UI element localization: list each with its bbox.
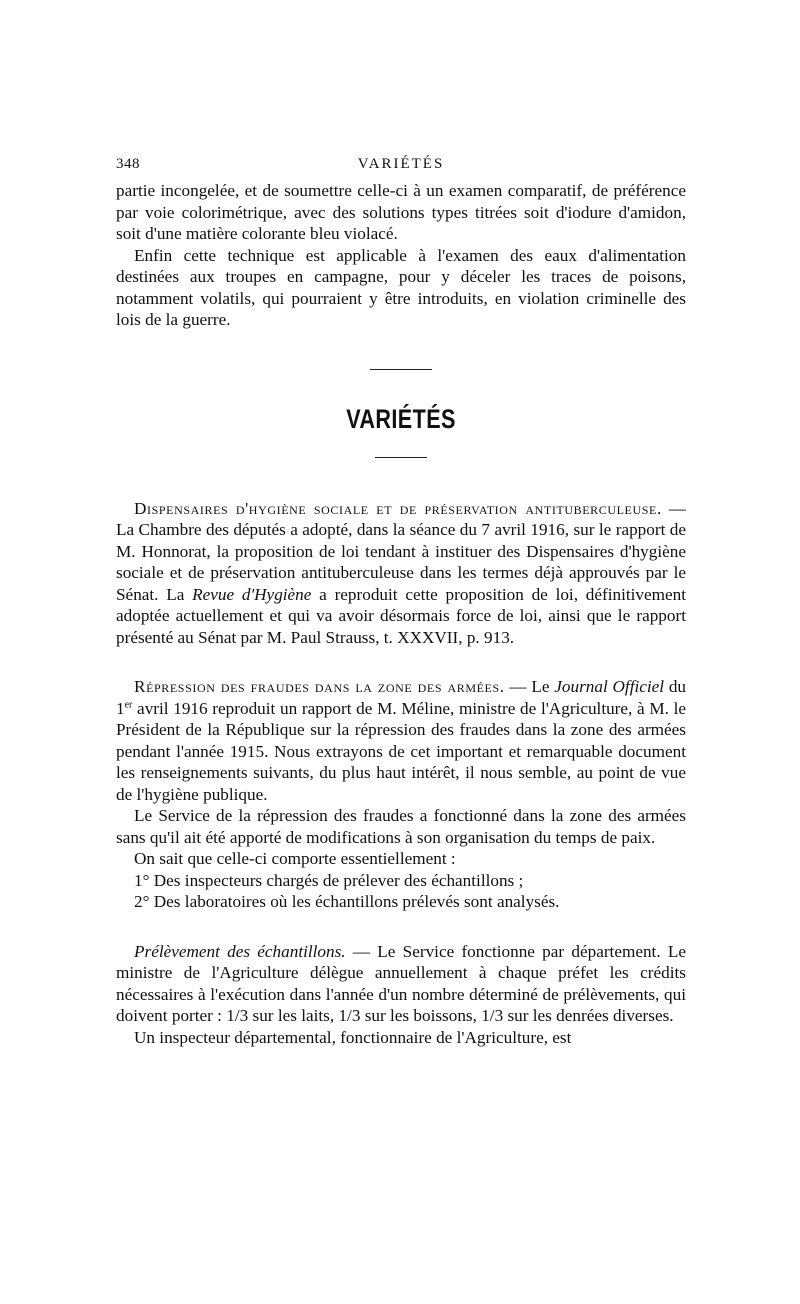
article-dispensaires-heading: Dispensaires d'hygiène sociale et de préservation antituberculeuse. [134,498,662,518]
article-repression-text-b: du 1 [116,677,687,718]
article-repression-text-c: avril 1916 reproduit un rapport de M. Méline, ministre de l'Agriculture, à M. le Président de la République sur la répression des fraudes dans la zone des armées pendant l'année 1915. Nous extrayons de cet important et remarquable document les renseignements suivants, du plus haut intérêt, il nous semble, au point de vue de l'hygiène publique. [116,698,686,804]
article-repression-fraudes [116,676,686,913]
page-number: 348 [116,156,140,172]
journal-officiel-title: Journal Officiel [554,677,665,696]
article-repression-text-a: — Le [504,677,555,696]
section-divider-top [370,369,432,370]
list-item-laboratoires: 2° Des laboratoires où les échantillons prélevés sont analysés. [134,892,560,911]
revue-hygiene-title: Revue d'Hygiène [192,584,312,604]
article-repression-paragraph-3: On sait que celle-ci comporte essentiellement : [134,849,456,868]
article-prelevement-text-a: — Le Service fonctionne par département. Le ministre de l'Agriculture délègue annuellement à chaque préfet les crédits nécessaires à l'exécution dans l'année d'un nombre déterminé de prélèvements, qui doivent porter : 1/3 sur les laits, 1/3 sur les boissons, 1/3 sur les denrées diverses. [116,941,686,1025]
running-head [116,150,686,180]
article-prelevement-paragraph-2: Un inspecteur départemental, fonctionnaire de l'Agriculture, est [134,1027,572,1047]
article-dispensaires-text-b: a reproduit cette proposition de loi, définitivement adoptée actuellement et qui va avoir désormais force de loi, ainsi que le rapport présenté au Sénat par M. Paul Strauss, t. XXXVII, p. 913. [116,584,686,647]
article-dispensaires-paragraph [116,498,686,649]
article-repression-paragraph-2: Le Service de la répression des fraudes a fonctionné dans la zone des armées sans qu'il ait été apporté de modifications à son organisation du temps de paix. [116,806,686,847]
article-dispensaires-text-a: — La Chambre des députés a adopté, dans la séance du 7 avril 1916, sur le rapport de M. Honnorat, la proposition de loi tendant à instituer des Dispensaires d'hygiène sociale et de préservation antituberculeuse dans les termes déjà approuvés par le Sénat. La [116,498,686,604]
running-title: VARIÉTÉS [357,156,445,172]
article-dispensaires [116,498,686,649]
list-item-inspecteurs: 1° Des inspecteurs chargés de prélever des échantillons ; [134,870,524,890]
continuation-paragraph-1: partie incongelée, et de soumettre celle-ci à un examen comparatif, de préférence par voie colorimétrique, avec des solutions types titrées soit d'iodure d'amidon, soit d'une matière colorante bleu violacé. [116,181,686,243]
article-prelevement-heading: Prélèvement des échantillons. [134,941,346,961]
article-repression-paragraph-1 [116,676,686,805]
page [116,150,686,1048]
article-prelevement [116,941,686,1049]
article-repression-heading: Répression des fraudes dans la zone des armées. [134,677,505,696]
article-prelevement-paragraph-1 [116,941,686,1027]
section-title: VARIÉTÉS [346,403,456,434]
continuation-paragraph-2: Enfin cette technique est applicable à l'examen des eaux d'alimentation destinées aux troupes en campagne, pour y déceler les traces de poisons, notamment volatils, qui pourraient y être introduits, en violation criminelle des lois de la guerre. [116,245,686,329]
section-divider-bottom [375,457,427,458]
ordinal-superscript: er [124,698,133,710]
